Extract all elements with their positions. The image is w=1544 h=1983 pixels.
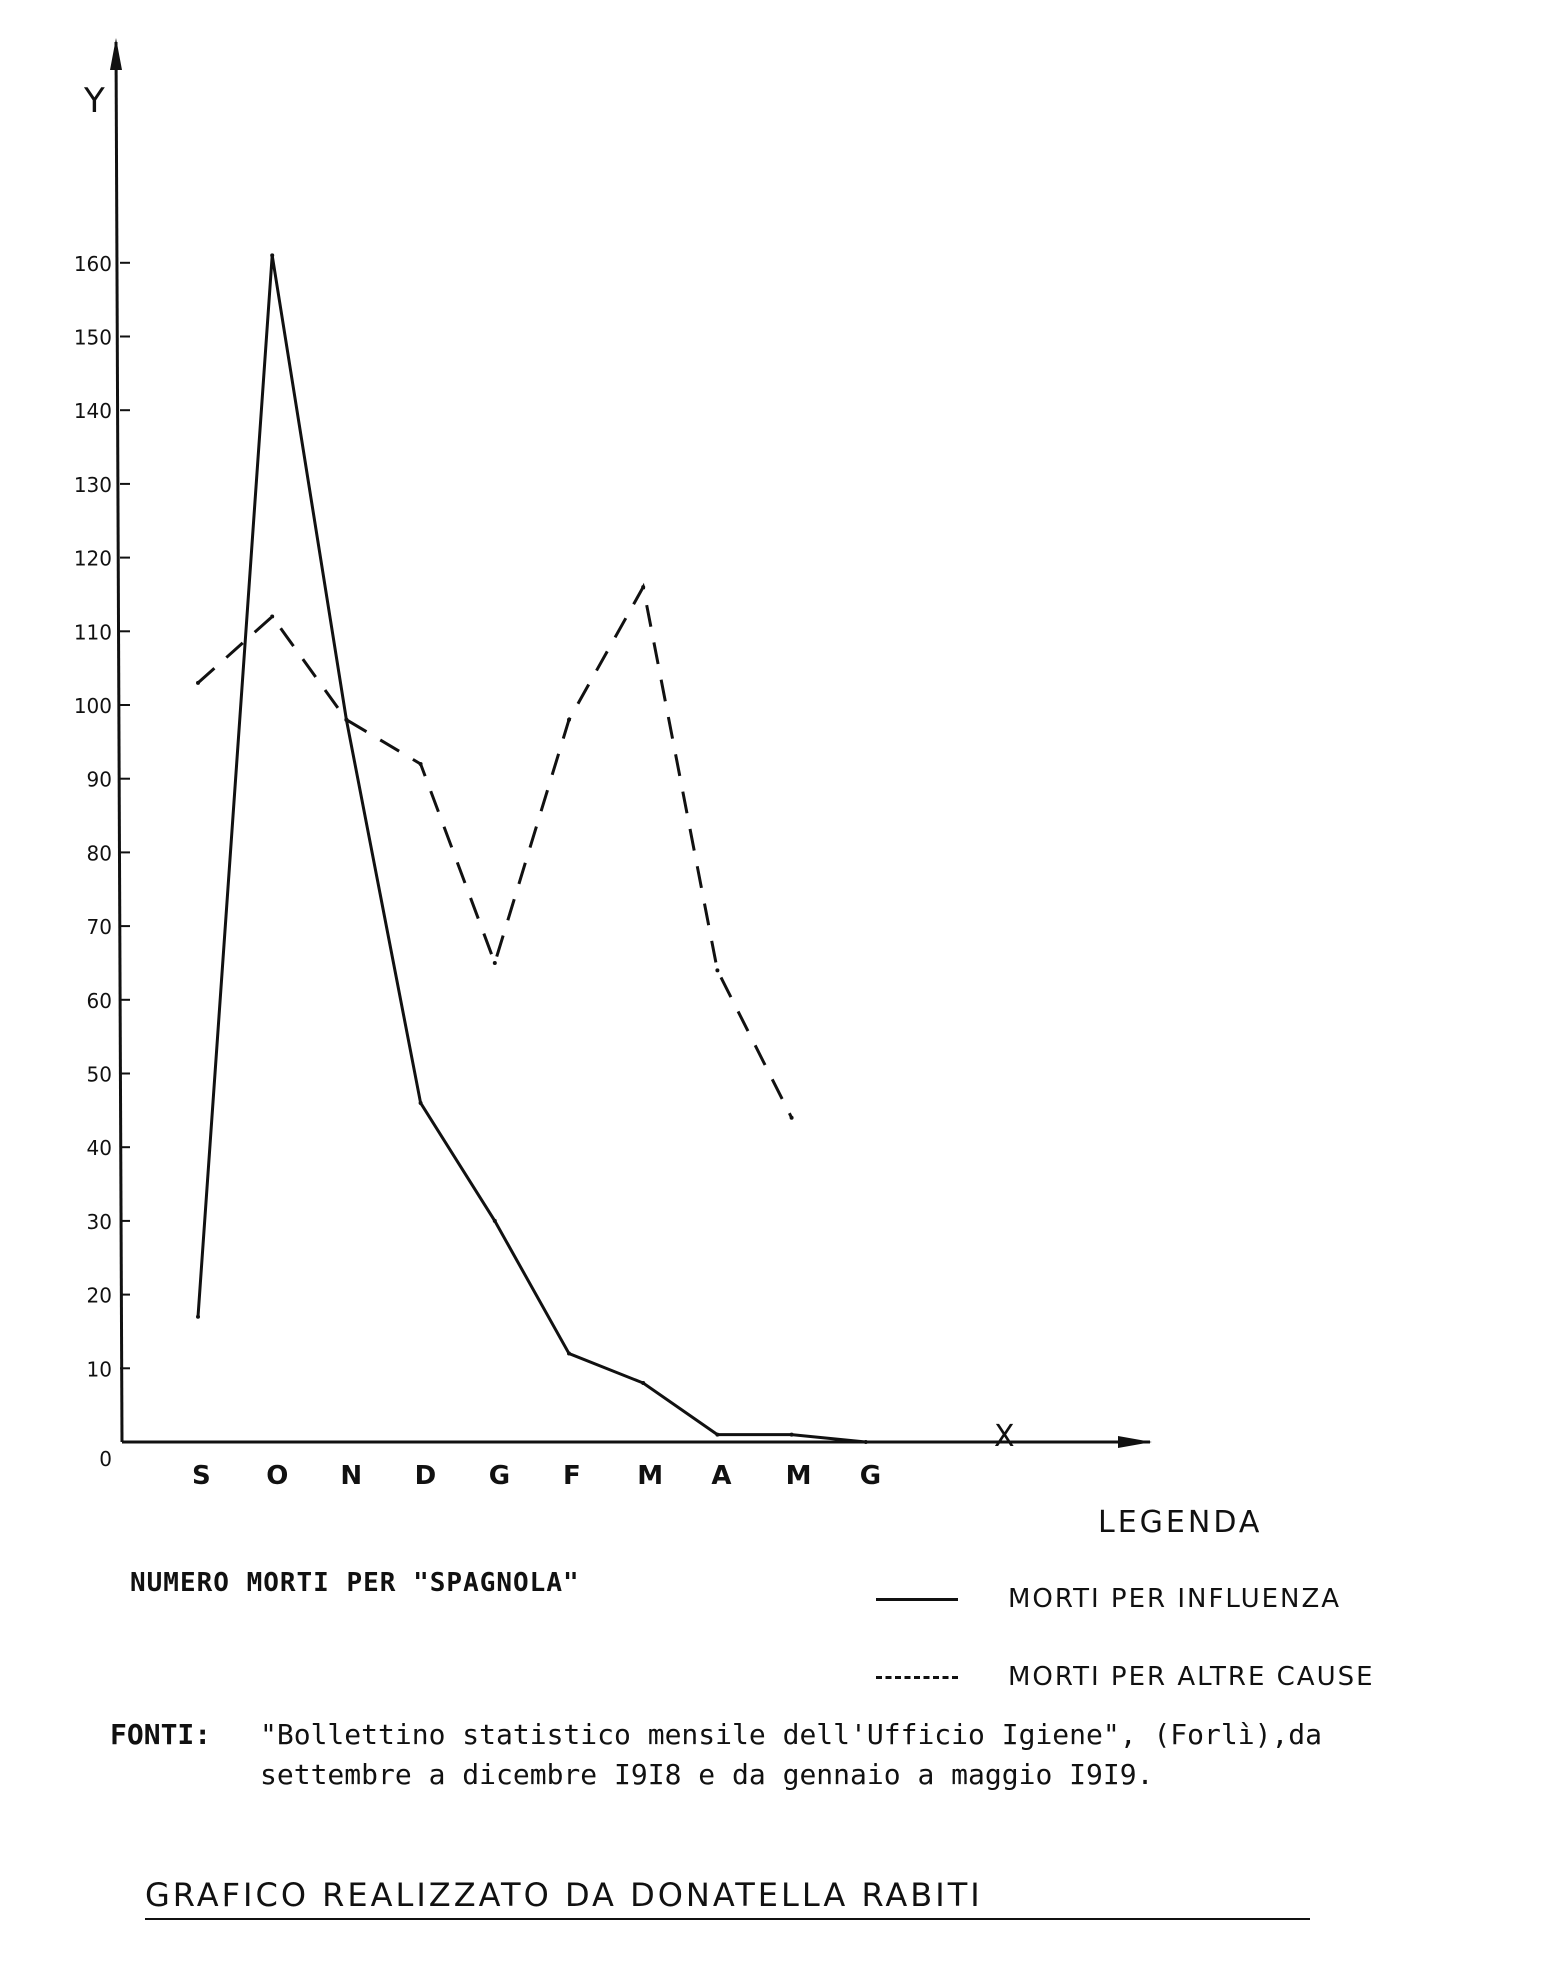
credit-line: GRAFICO REALIZZATO DA DONATELLA RABITI [145,1876,983,1914]
y-tick-label: 80 [86,841,112,866]
data-point-altre-cause [419,762,423,766]
y-tick-label: 60 [86,988,112,1013]
x-tick-label: S [192,1461,211,1491]
x-tick-label: M [637,1461,664,1491]
legend-label-altre-cause: MORTI PER ALTRE CAUSE [1008,1662,1375,1692]
y-tick-label: 100 [73,694,112,718]
y-axis-line [116,42,122,1442]
x-tick-label: G [859,1461,882,1491]
legend-item-altre-cause [876,1662,1375,1692]
data-point-altre-cause [270,615,274,619]
y-tick-label: 90 [86,767,112,792]
y-tick-label: 30 [86,1209,112,1234]
y-tick-label: 0 [99,1447,112,1471]
chart-title: NUMERO MORTI PER "SPAGNOLA" [130,1568,580,1598]
x-tick-label: O [266,1461,289,1491]
y-tick-label: 140 [73,399,112,424]
data-point-altre-cause [567,718,571,722]
data-point-influenza [196,1315,200,1319]
legend-item-influenza [876,1584,1341,1614]
data-point-altre-cause [641,585,645,589]
x-tick-label: N [340,1461,363,1491]
y-axis-arrow [110,38,122,70]
data-point-altre-cause [196,681,200,685]
y-tick-label: 110 [73,620,112,645]
x-tick-label: M [785,1461,812,1491]
y-tick-label: 70 [86,915,112,940]
data-point-influenza [567,1352,571,1356]
legend-title: LEGENDA [1098,1505,1263,1540]
credit-underline [145,1918,1310,1920]
y-tick-label: 150 [73,325,112,350]
legend-label-influenza: MORTI PER INFLUENZA [1008,1584,1342,1614]
y-tick-label: 10 [86,1357,112,1382]
data-point-influenza [419,1101,423,1105]
y-tick-label: 20 [86,1283,112,1308]
x-axis-ticks [192,1461,881,1491]
data-point-altre-cause [493,961,497,965]
x-tick-label: G [488,1461,511,1491]
data-point-altre-cause [790,1116,794,1120]
x-axis-arrow [1118,1436,1152,1448]
x-tick-label: F [563,1461,581,1491]
x-tick-label: D [414,1461,437,1491]
sources-note [110,1715,1490,1795]
axes [110,38,1152,1448]
x-tick-label: A [711,1461,732,1491]
series-line-influenza [198,255,866,1442]
sources-label: FONTI: [110,1718,212,1751]
series-layer [196,253,868,1444]
data-point-influenza [270,253,274,257]
data-point-influenza [715,1433,719,1437]
data-point-influenza [641,1381,645,1385]
data-point-influenza [864,1440,868,1444]
y-tick-label: 130 [73,472,112,497]
y-axis-label: Y [84,81,105,121]
x-axis-label: X [994,1419,1015,1454]
legend-swatch-dashed [876,1676,958,1679]
data-point-influenza [493,1219,497,1223]
series-line-altre-cause [198,587,792,1118]
sources-text: "Bollettino statistico mensile dell'Ufficio Igiene", (Forlì),da settembre a dicembre I9I8 e da gennaio a maggio I9I9. [260,1718,1323,1791]
legend-swatch-solid [876,1598,958,1601]
data-point-altre-cause [344,718,348,722]
data-point-influenza [790,1433,794,1437]
y-tick-label: 120 [73,546,112,571]
y-tick-label: 50 [86,1062,112,1087]
y-tick-label: 40 [86,1136,112,1161]
data-point-altre-cause [715,968,719,972]
y-tick-label: 160 [73,251,112,276]
